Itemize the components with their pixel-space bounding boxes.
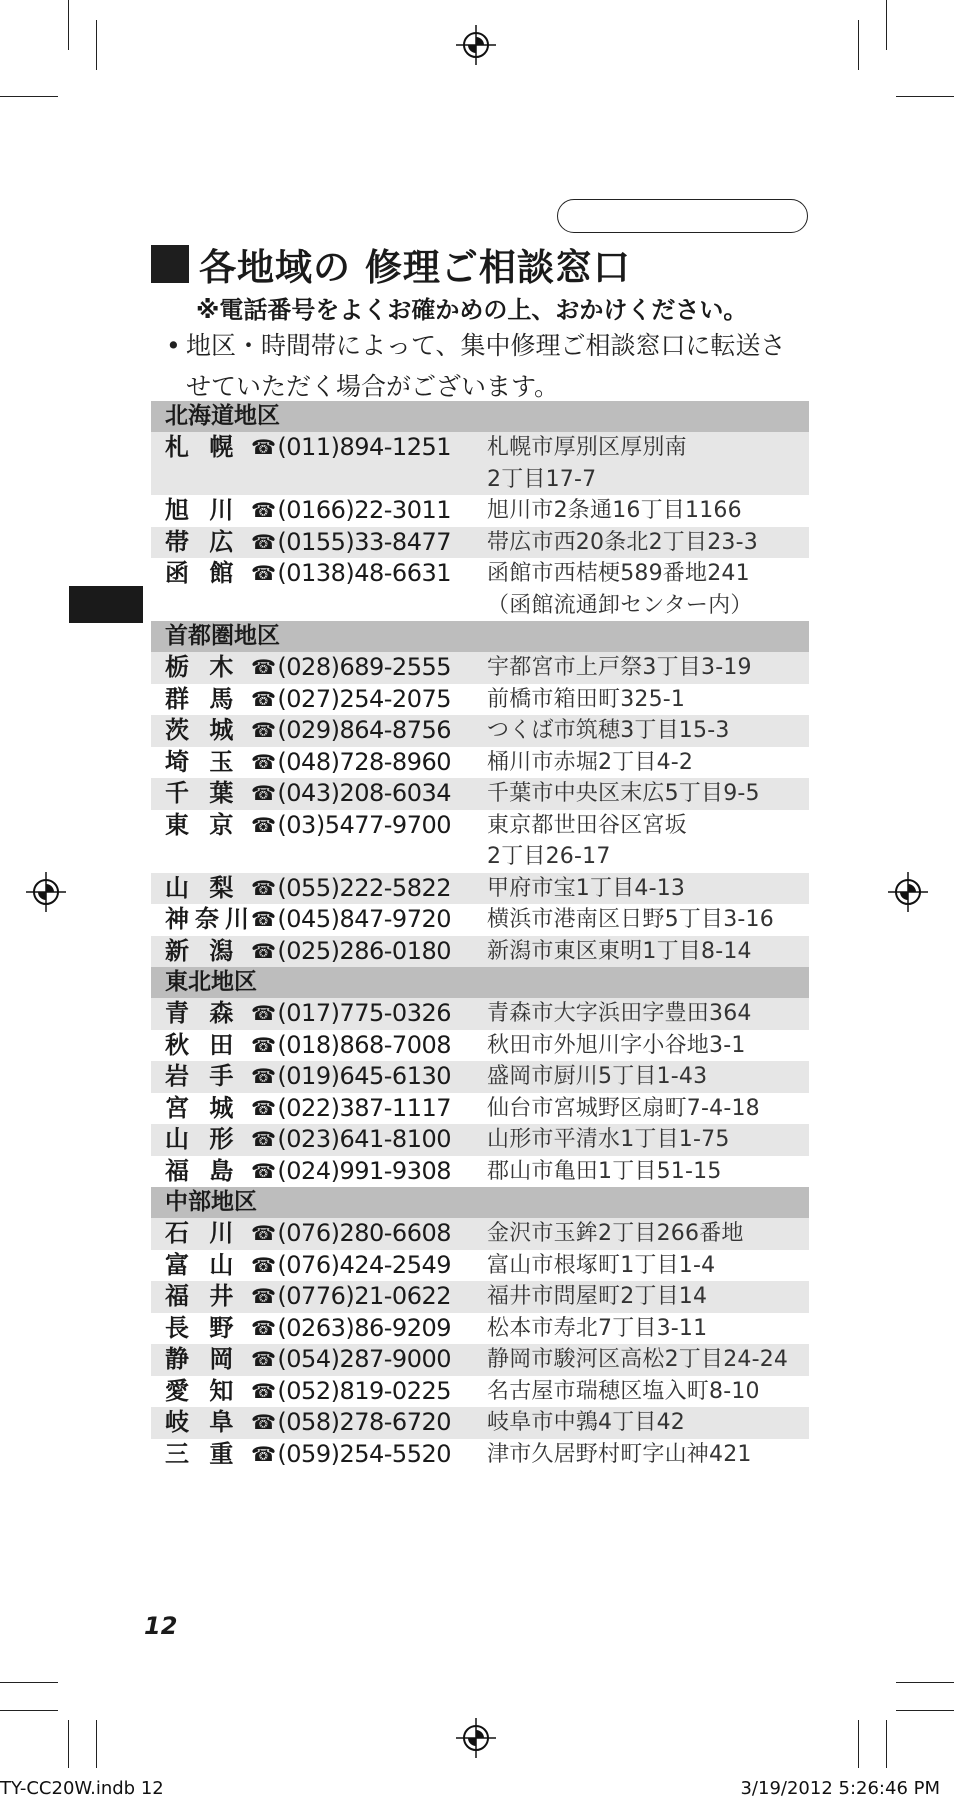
table-row: [151, 527, 809, 559]
address: 松本市寿北7丁目3-11: [487, 1315, 708, 1341]
phone-digits: (027)254-2075: [277, 684, 452, 713]
address: 津市久居野村町字山神421: [487, 1441, 752, 1467]
address: 山形市平清水1丁目1-75: [487, 1127, 730, 1152]
phone-number: [251, 558, 485, 590]
address: 前橋市箱田町325-1: [487, 686, 686, 712]
table-row: [151, 495, 809, 527]
city-name: 栃 木: [165, 653, 240, 681]
phone-number: [251, 1030, 485, 1062]
telephone-icon: ☎: [251, 749, 276, 774]
address: 東京都世田谷区宮坂: [487, 812, 687, 838]
table-row: [151, 1250, 809, 1282]
table-row: [151, 1439, 809, 1471]
phone-digits: (0138)48-6631: [277, 559, 452, 587]
address: 桶川市赤堀2丁目4-2: [487, 749, 694, 775]
city-name: 旭 川: [165, 496, 240, 524]
city-name: 茨 城: [165, 716, 240, 744]
address: 福井市問屋町2丁目14: [487, 1284, 708, 1309]
city-name: 札 幌: [165, 433, 240, 461]
table-row: [151, 1344, 809, 1376]
telephone-icon: ☎: [251, 718, 276, 742]
address: 函館市西桔梗589番地241: [487, 561, 750, 586]
table-row: [151, 1376, 809, 1408]
address: 岐阜市中鶉4丁目42: [487, 1410, 685, 1435]
phone-note: ※電話番号をよくお確かめの上、おかけください。: [196, 296, 748, 324]
address: 仙台市宮城野区扇町7-4-18: [487, 1095, 760, 1121]
registration-mark-icon: [456, 1718, 496, 1758]
bullet-line-2: せていただく場合がございます。: [186, 372, 560, 401]
table-row: [151, 558, 809, 590]
section-tag-box: [557, 199, 808, 233]
phone-digits: (029)864-8756: [277, 716, 452, 744]
phone-number: [251, 747, 485, 779]
telephone-icon: ☎: [251, 1410, 276, 1434]
crop-mark: [896, 1682, 954, 1683]
phone-digits: (024)991-9308: [277, 1156, 452, 1185]
telephone-icon: ☎: [251, 498, 276, 522]
telephone-icon: ☎: [251, 781, 276, 805]
phone-number: [251, 1250, 485, 1282]
table-row: [151, 936, 809, 968]
table-row: [151, 1156, 809, 1188]
city-name: [151, 590, 251, 622]
phone-number: [251, 936, 485, 968]
city-name: 愛 知: [165, 1376, 240, 1405]
crop-mark: [0, 96, 58, 97]
telephone-icon: ☎: [251, 938, 276, 963]
city-name: 長 野: [165, 1313, 240, 1342]
telephone-icon: ☎: [251, 1095, 276, 1120]
table-row: [151, 1281, 809, 1313]
telephone-icon: ☎: [251, 1158, 276, 1183]
table-row: [151, 1061, 809, 1093]
city-name: 福 島: [165, 1156, 240, 1185]
table-row: [151, 998, 809, 1030]
crop-mark: [0, 1682, 58, 1683]
phone-number: [251, 1376, 485, 1408]
city-name: 富 山: [165, 1250, 240, 1279]
telephone-icon: ☎: [251, 655, 276, 679]
telephone-icon: ☎: [251, 907, 276, 931]
city-name: 埼 玉: [165, 747, 240, 776]
phone-number: [251, 1439, 485, 1471]
table-row: [151, 432, 809, 464]
phone-digits: (0155)33-8477: [277, 527, 452, 556]
city-name: 東 京: [165, 810, 240, 839]
telephone-icon: ☎: [251, 1127, 276, 1151]
repair-contact-table: [151, 401, 809, 1470]
region-header: 北海道地区: [151, 401, 809, 432]
phone-digits: (019)645-6130: [277, 1062, 452, 1090]
phone-number: [251, 1218, 485, 1250]
phone-digits: (03)5477-9700: [277, 810, 452, 839]
crop-mark: [886, 1720, 887, 1768]
address: 2丁目17-7: [487, 466, 597, 492]
city-name: 岩 手: [165, 1062, 240, 1090]
address: 甲府市宝1丁目4-13: [487, 875, 686, 901]
phone-digits: (023)641-8100: [277, 1125, 452, 1153]
telephone-icon: ☎: [251, 1378, 276, 1403]
city-name: 石 川: [165, 1219, 240, 1247]
telephone-icon: ☎: [251, 529, 276, 554]
slug-timestamp: 3/19/2012 5:26:46 PM: [740, 1778, 940, 1799]
registration-mark-icon: [888, 872, 928, 912]
crop-mark: [96, 1720, 97, 1768]
region-header: 東北地区: [151, 967, 809, 998]
address: 横浜市港南区日野5丁目3-16: [487, 907, 774, 932]
phone-number: [251, 778, 485, 810]
phone-digits: (048)728-8960: [277, 747, 452, 776]
slug-file: TY-CC20W.indb 12: [0, 1778, 164, 1799]
city-name: 宮 城: [165, 1093, 240, 1122]
phone-digits: (054)287-9000: [277, 1345, 452, 1373]
phone-number: [251, 464, 485, 496]
table-row: [151, 464, 809, 496]
city-name: 青 森: [165, 999, 240, 1027]
phone-number: [251, 1156, 485, 1188]
table-row: [151, 1030, 809, 1062]
phone-digits: (017)775-0326: [277, 999, 452, 1027]
phone-digits: (0263)86-9209: [277, 1313, 452, 1342]
table-row: [151, 1218, 809, 1250]
phone-number: [251, 495, 485, 527]
table-row: [151, 652, 809, 684]
address: 富山市根塚町1丁目1-4: [487, 1252, 716, 1278]
address: 名古屋市瑞穂区塩入町8-10: [487, 1378, 760, 1404]
address: 札幌市厚別区厚別南: [487, 435, 687, 460]
city-name: 静 岡: [165, 1345, 240, 1373]
phone-number: [251, 590, 485, 622]
phone-digits: (028)689-2555: [277, 653, 452, 681]
phone-number: [251, 873, 485, 905]
address: 秋田市外旭川字小谷地3-1: [487, 1032, 746, 1058]
table-row: [151, 1407, 809, 1439]
table-row: [151, 904, 809, 936]
phone-digits: (055)222-5822: [277, 873, 452, 902]
bullet-line-1: 地区・時間帯によって、集中修理ご相談窓口に転送さ: [186, 331, 786, 360]
phone-number: [251, 432, 485, 464]
crop-mark: [896, 1710, 954, 1711]
table-row: [151, 590, 809, 622]
phone-number: [251, 1407, 485, 1439]
phone-digits: (0776)21-0622: [277, 1282, 452, 1310]
table-row: [151, 1093, 809, 1125]
address: 千葉市中央区末広5丁目9-5: [487, 781, 760, 806]
telephone-icon: ☎: [251, 1001, 276, 1025]
phone-digits: (018)868-7008: [277, 1030, 452, 1059]
phone-number: [251, 1344, 485, 1376]
city-name: 福 井: [165, 1282, 240, 1310]
telephone-icon: ☎: [251, 1221, 276, 1245]
crop-mark: [68, 1720, 69, 1768]
telephone-icon: ☎: [251, 1347, 276, 1371]
table-row: [151, 1313, 809, 1345]
telephone-icon: ☎: [251, 1064, 276, 1088]
city-name: [151, 841, 251, 873]
address: （函館流通卸センター内）: [487, 592, 753, 618]
telephone-icon: ☎: [251, 1252, 276, 1277]
address: 盛岡市厨川5丁目1-43: [487, 1064, 708, 1089]
phone-number: [251, 1093, 485, 1125]
crop-mark: [886, 0, 887, 50]
title-square-icon: [151, 245, 189, 283]
phone-number: [251, 998, 485, 1030]
phone-number: [251, 1124, 485, 1156]
phone-digits: (076)280-6608: [277, 1219, 452, 1247]
address: 郡山市亀田1丁目51-15: [487, 1158, 722, 1184]
registration-mark-icon: [26, 872, 66, 912]
city-name: 三 重: [165, 1439, 240, 1468]
telephone-icon: ☎: [251, 686, 276, 711]
region-header: 首都圏地区: [151, 621, 809, 652]
crop-mark: [0, 1710, 58, 1711]
phone-digits: (058)278-6720: [277, 1408, 452, 1436]
phone-digits: (076)424-2549: [277, 1250, 452, 1279]
bullet-note: [166, 325, 816, 407]
phone-digits: (052)819-0225: [277, 1376, 452, 1405]
phone-number: [251, 652, 485, 684]
city-name: 山 梨: [165, 873, 240, 902]
bullet-mark: •: [166, 331, 181, 360]
address: 静岡市駿河区高松2丁目24-24: [487, 1347, 789, 1372]
phone-number: [251, 1061, 485, 1093]
crop-mark: [858, 1720, 859, 1768]
table-row: [151, 841, 809, 873]
crop-mark: [96, 20, 97, 70]
city-name: 函 館: [165, 559, 240, 587]
address: 金沢市玉鉾2丁目266番地: [487, 1221, 744, 1246]
table-row: [151, 747, 809, 779]
telephone-icon: ☎: [251, 1032, 276, 1057]
table-row: [151, 873, 809, 905]
region-header: 中部地区: [151, 1187, 809, 1218]
city-name: 秋 田: [165, 1030, 240, 1059]
city-name: 帯 広: [165, 527, 240, 556]
city-name: 神奈川: [165, 905, 255, 933]
page-title: [151, 242, 631, 289]
city-name: 群 馬: [165, 684, 240, 713]
phone-digits: (022)387-1117: [277, 1093, 452, 1122]
telephone-icon: ☎: [251, 1315, 276, 1340]
city-name: [151, 464, 251, 496]
page-number: 12: [144, 1612, 178, 1640]
city-name: 千 葉: [165, 779, 240, 807]
phone-digits: (045)847-9720: [277, 905, 452, 933]
phone-digits: (059)254-5520: [277, 1439, 452, 1468]
city-name: 山 形: [165, 1125, 240, 1153]
phone-number: [251, 684, 485, 716]
telephone-icon: ☎: [251, 1284, 276, 1308]
address: 旭川市2条通16丁目1166: [487, 498, 742, 523]
crop-mark: [68, 0, 69, 50]
address: 新潟市東区東明1丁目8-14: [487, 938, 752, 964]
address: 宇都宮市上戸祭3丁目3-19: [487, 655, 752, 680]
registration-mark-icon: [456, 25, 496, 65]
address: つくば市筑穂3丁目15-3: [487, 718, 730, 743]
table-row: [151, 778, 809, 810]
phone-digits: (043)208-6034: [277, 779, 452, 807]
crop-mark: [896, 96, 954, 97]
title-text: 各地域の 修理ご相談窓口: [199, 246, 631, 289]
phone-digits: (011)894-1251: [277, 433, 452, 461]
phone-number: [251, 810, 485, 842]
address: 帯広市西20条北2丁目23-3: [487, 529, 758, 555]
city-name: 岐 阜: [165, 1408, 240, 1436]
table-row: [151, 715, 809, 747]
phone-number: [251, 841, 485, 873]
telephone-icon: ☎: [251, 435, 276, 459]
table-row: [151, 1124, 809, 1156]
city-name: 新 潟: [165, 936, 240, 965]
phone-number: [251, 904, 485, 936]
side-index-tab: [69, 586, 143, 623]
table-row: [151, 684, 809, 716]
phone-number: [251, 715, 485, 747]
telephone-icon: ☎: [251, 875, 276, 900]
telephone-icon: ☎: [251, 812, 276, 837]
address: 2丁目26-17: [487, 844, 611, 869]
address: 青森市大字浜田字豊田364: [487, 1001, 752, 1026]
phone-digits: (025)286-0180: [277, 936, 452, 965]
phone-number: [251, 1281, 485, 1313]
phone-number: [251, 1313, 485, 1345]
telephone-icon: ☎: [251, 561, 276, 585]
table-row: [151, 810, 809, 842]
telephone-icon: ☎: [251, 1441, 276, 1466]
phone-digits: (0166)22-3011: [277, 496, 452, 524]
crop-mark: [858, 20, 859, 70]
phone-number: [251, 527, 485, 559]
